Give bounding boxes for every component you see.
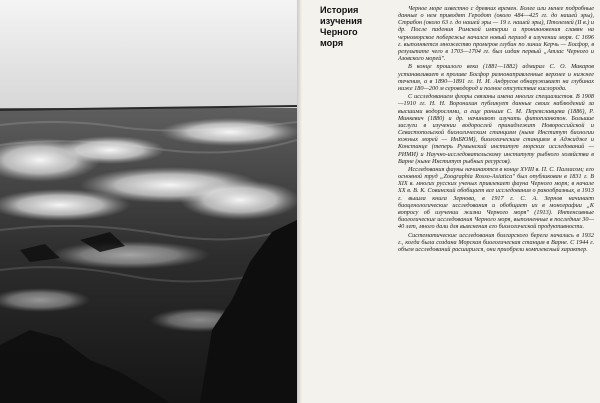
paragraph-fauna-research: Исследования фауны начинаются в конце XVIII в. П. С. Палласом; его основной труд „Zoographia Rosso-Asiatica" был опубликован в 1831 г. В XIX в. многих русских ученых привлекает фауна Черного моря; в начале XX в. В. К. Совинский обобщает все исследования о ракообразных, в 1913 г. вышла книга Зернова, в 1917 г. С. А. Зернов начинает биоценологические исследования и обобщает их в монографии „К вопросу об изучении жизни Черного моря" (1913). Интенсивные биологические исследования Черного моря, выполненные в последние 30—40 лет, много дали для выяснения его биологической продуктивности.: [398, 166, 594, 231]
paragraph-makarov-andrusov: В конце прошлого века (1881—1882) адмирал С. О. Макаров устанавливает в проливе Босфор разнонаправленные верхнее и нижнее течения, а в 1890—1891 гг. Н. И. Андрусов обнаруживает на глубинах ниже 180—200 м сероводород и полное отсутствие кислорода.: [398, 63, 594, 92]
sea-photograph: [0, 0, 297, 403]
paragraph-bulgarian-coast: Систематические исследования болгарского берега начались в 1932 г., когда была создана Морская биологическая станция в Варне. С 1944 г. объем исследований расширился, они приобрели комплексный характер.: [398, 231, 594, 253]
stormy-sea-waves-illustration: [0, 0, 297, 403]
page-title: [320, 5, 394, 49]
sky-area: [0, 0, 297, 112]
title-line-3: Черного: [320, 27, 358, 37]
title-line-1: История: [320, 5, 359, 15]
title-line-2: изучения: [320, 16, 363, 26]
paragraph-ancient-sources: Черное море известно с древних времен. Более или менее подробные данные о нем приводят Геродот (около 484—425 гг. до нашей эры), Страбон (около 63 г. до нашей эры — 19 г. нашей эры), Птолемей (II в.) и др. После падения Римской империи и проникновения славян на черноморское побережье начался новый период в изучении моря. С 1696 г. выполняется множество промеров глубин по линии Керчь — Босфор, в результате чего в 1703—1704 гг. был издан первый „Атлас Черного и Азовского морей".: [398, 5, 594, 63]
title-line-4: моря: [320, 38, 344, 48]
text-page: [302, 0, 600, 403]
paragraph-flora-research: С исследованием флоры связаны имена многих специалистов. В 1908—1910 гг. Н. Н. Воронихин публикует данные своих наблюдений за высшими водорослями, а еще раньше С. М. Переяславцева (1886), Р. Минкевич (1880) и др. начинают изучать фитопланктон. Большие заслуги в изучении водорослей принадлежат Новороссийской и Севастопольской биологическим станциям (ныне Институт биологии южных морей — ИнБЮМ), биологическим станциям в Аджидже и Констанце (теперь Румынский институт морских исследований — РИМИ) и Научно-исследовательскому институту рыбного хозяйства в Варне (ныне Институт рыбных ресурсов).: [398, 93, 594, 165]
article-body: [398, 5, 594, 254]
